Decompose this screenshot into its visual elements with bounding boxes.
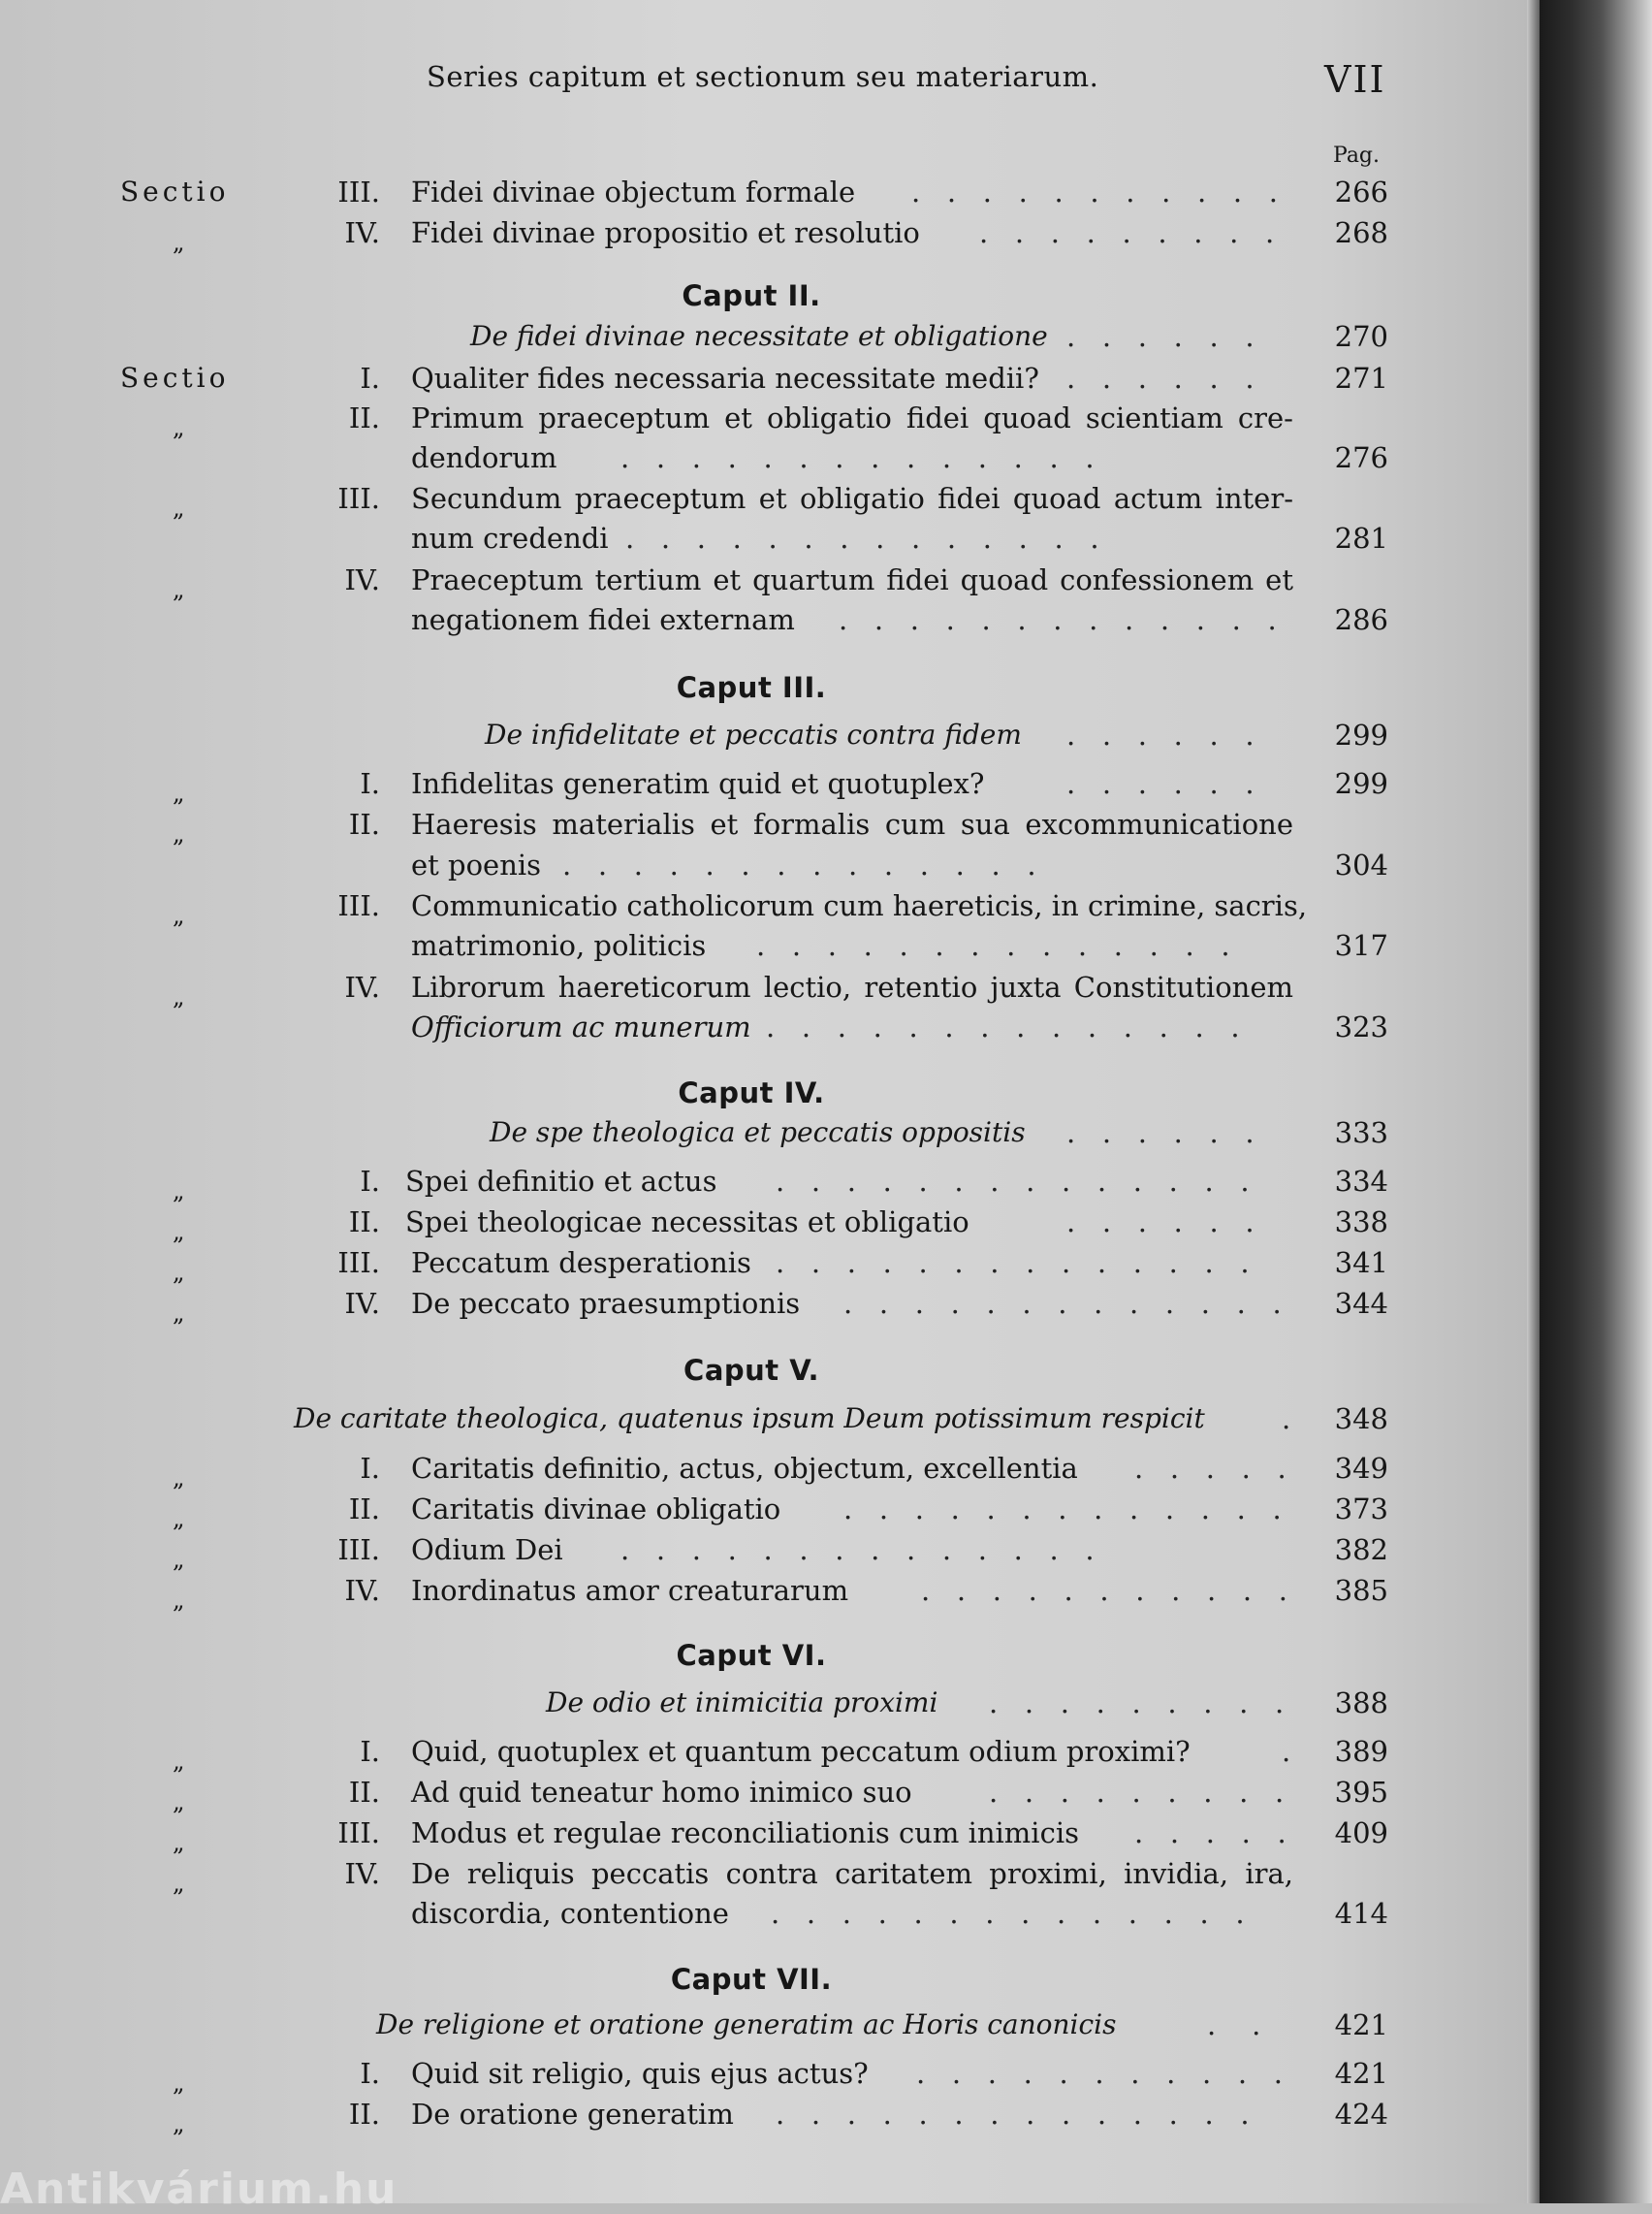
chapter-subtitle-row bbox=[0, 716, 1551, 754]
entry-page: 338 bbox=[1334, 1205, 1388, 1238]
ditto-mark: „ bbox=[173, 1870, 185, 1897]
leader-dots: . . . . . bbox=[1134, 1816, 1287, 1849]
chapter-subtitle: De spe theologica et peccatis oppositis bbox=[490, 1116, 1026, 1148]
chapter-subtitle: De religione et oratione generatim ac Horis canonicis bbox=[376, 2008, 1117, 2040]
entry-page: 341 bbox=[1334, 1246, 1388, 1279]
toc-entry bbox=[0, 1449, 1551, 1492]
ditto-mark: „ bbox=[173, 1788, 185, 1815]
entry-title: Odium Dei bbox=[411, 1533, 563, 1566]
chapter-heading: Caput VI. bbox=[676, 1639, 827, 1672]
chapter-subtitle: De odio et inimicitia proximi bbox=[546, 1686, 938, 1718]
entry-numeral: II. bbox=[348, 808, 380, 841]
entry-title: Peccatum desperationis bbox=[411, 1246, 751, 1279]
chapter-subtitle-row bbox=[0, 2005, 1551, 2044]
ditto-mark: „ bbox=[173, 229, 185, 256]
toc-entry bbox=[0, 213, 1551, 256]
chapter-subtitle-row bbox=[0, 317, 1551, 356]
entry-page: 421 bbox=[1334, 2057, 1388, 2090]
sectio-label: Sectio bbox=[120, 362, 230, 394]
toc-entry bbox=[0, 479, 1551, 522]
entry-page: 414 bbox=[1334, 1897, 1388, 1930]
toc-entry-continuation bbox=[0, 519, 1551, 558]
entry-numeral: III. bbox=[337, 482, 380, 515]
ditto-mark: „ bbox=[173, 1218, 185, 1245]
chapter-subtitle-row bbox=[0, 1399, 1551, 1438]
chapter-heading: Caput III. bbox=[676, 671, 827, 704]
toc-entry bbox=[0, 561, 1551, 603]
ditto-mark: „ bbox=[173, 414, 185, 441]
entry-page: 421 bbox=[1334, 2008, 1388, 2041]
chapter-heading: Caput II. bbox=[682, 279, 821, 312]
toc-entry bbox=[0, 2095, 1551, 2137]
entry-numeral: I. bbox=[360, 767, 380, 800]
entry-title: Inordinatus amor creaturarum bbox=[411, 1574, 849, 1607]
ditto-mark: „ bbox=[173, 1259, 185, 1286]
toc-entry-continuation bbox=[0, 926, 1551, 965]
ditto-mark: „ bbox=[173, 820, 185, 848]
entry-numeral: I. bbox=[360, 1165, 380, 1198]
leader-dots: . . . . . . bbox=[1066, 719, 1255, 752]
leader-dots: . . bbox=[1207, 2008, 1261, 2041]
chapter-heading: Caput VII. bbox=[670, 1963, 833, 1996]
entry-title-continued: discordia, contentione bbox=[411, 1897, 729, 1930]
entry-title: Fidei divinae propositio et resolutio bbox=[411, 216, 920, 249]
ditto-mark: „ bbox=[173, 1748, 185, 1775]
toc-entry bbox=[0, 1854, 1551, 1897]
entry-page: 424 bbox=[1334, 2098, 1388, 2131]
entry-numeral: I. bbox=[360, 1452, 380, 1485]
toc-entry bbox=[0, 359, 1551, 398]
leader-dots: . . . . . . bbox=[1066, 320, 1255, 353]
entry-page: 281 bbox=[1334, 522, 1388, 555]
entry-numeral: IV. bbox=[344, 1857, 380, 1890]
ditto-mark: „ bbox=[173, 1587, 185, 1614]
entry-numeral: I. bbox=[360, 1735, 380, 1768]
entry-page: 276 bbox=[1334, 441, 1388, 474]
toc-entry bbox=[0, 2054, 1551, 2097]
entry-numeral: IV. bbox=[344, 971, 380, 1004]
entry-page: 268 bbox=[1334, 216, 1388, 249]
entry-numeral: III. bbox=[337, 1816, 380, 1849]
entry-title: De reliquis peccatis contra caritatem proximi, invidia, ira, bbox=[411, 1857, 1293, 1890]
leader-dots: . . . . . . . . . . . . . . bbox=[562, 849, 1036, 882]
entry-page: 304 bbox=[1334, 849, 1388, 882]
leader-dots: . . . . . . . . . . . bbox=[921, 1574, 1287, 1607]
entry-title-continued: num credendi bbox=[411, 522, 609, 555]
entry-page: 333 bbox=[1334, 1116, 1388, 1149]
toc-entry-continuation bbox=[0, 600, 1551, 639]
sectio-label: Sectio bbox=[120, 176, 230, 208]
entry-title: Praeceptum tertium et quartum fidei quoad confessionem et bbox=[411, 563, 1293, 596]
entry-page: 409 bbox=[1334, 1816, 1388, 1849]
toc-entry bbox=[0, 399, 1551, 441]
entry-page: 323 bbox=[1334, 1011, 1388, 1043]
entry-title: Primum praeceptum et obligatio fidei quoad scientiam cre- bbox=[411, 401, 1293, 434]
entry-numeral: I. bbox=[360, 362, 380, 395]
toc-entry bbox=[0, 886, 1551, 929]
chapter-subtitle: De infidelitate et peccatis contra fidem bbox=[485, 719, 1022, 751]
entry-title: Quid, quotuplex et quantum peccatum odium proximi? bbox=[411, 1735, 1191, 1768]
entry-title-continued: et poenis bbox=[411, 849, 542, 882]
entry-page: 266 bbox=[1334, 176, 1388, 209]
toc-entry-continuation bbox=[0, 1894, 1551, 1933]
entry-page: 344 bbox=[1334, 1287, 1388, 1320]
toc-entry bbox=[0, 764, 1551, 807]
page-folio: VII bbox=[1324, 58, 1386, 101]
entry-page: 299 bbox=[1334, 719, 1388, 752]
entry-numeral: III. bbox=[337, 1533, 380, 1566]
toc-entry bbox=[0, 1773, 1551, 1815]
ditto-mark: „ bbox=[173, 576, 185, 603]
leader-dots: . . . . . . . . . . . . . . bbox=[771, 1897, 1245, 1930]
entry-title-continued: dendorum bbox=[411, 441, 557, 474]
ditto-mark: „ bbox=[173, 902, 185, 929]
entry-title: Spei theologicae necessitas et obligatio bbox=[405, 1205, 969, 1238]
leader-dots: . . . . . . bbox=[1066, 1205, 1255, 1238]
toc-entry bbox=[0, 1203, 1551, 1245]
entry-numeral: III. bbox=[337, 1246, 380, 1279]
pag-label: Pag. bbox=[1333, 144, 1381, 168]
toc-entry bbox=[0, 1530, 1551, 1573]
entry-page: 348 bbox=[1334, 1402, 1388, 1435]
entry-page: 271 bbox=[1334, 362, 1388, 395]
entry-title: Qualiter fides necessaria necessitate medii? bbox=[411, 362, 1039, 395]
entry-title: Communicatio catholicorum cum haereticis, in crimine, sacris, bbox=[411, 889, 1308, 922]
chapter-subtitle-row bbox=[0, 1113, 1551, 1152]
entry-title-continued: Officiorum ac munerum bbox=[411, 1011, 751, 1043]
entry-title: Infidelitas generatim quid et quotuplex? bbox=[411, 767, 985, 800]
ditto-mark: „ bbox=[173, 1829, 185, 1856]
entry-title: Modus et regulae reconciliationis cum inimicis bbox=[411, 1816, 1079, 1849]
leader-dots: . . . . . . . . . . . . . bbox=[843, 1492, 1282, 1525]
entry-numeral: II. bbox=[348, 1492, 380, 1525]
entry-numeral: IV. bbox=[344, 1287, 380, 1320]
ditto-mark: „ bbox=[173, 2070, 185, 2097]
leader-dots: . . . . . . . . . . . . . . bbox=[620, 1533, 1095, 1566]
leader-dots: . . . . . . . . . . . . . bbox=[843, 1287, 1282, 1320]
toc-entry bbox=[0, 173, 1551, 211]
leader-dots: . . . . . bbox=[1134, 1452, 1287, 1485]
leader-dots: . . . . . . bbox=[1066, 767, 1255, 800]
toc-entry bbox=[0, 805, 1551, 848]
toc-entry bbox=[0, 1243, 1551, 1286]
entry-numeral: II. bbox=[348, 1776, 380, 1809]
leader-dots: . . . . . . . . . bbox=[989, 1776, 1285, 1809]
ditto-mark: „ bbox=[173, 1505, 185, 1532]
entry-numeral: IV. bbox=[344, 563, 380, 596]
leader-dots: . . . . . . . . . bbox=[989, 1686, 1285, 1719]
entry-title: Librorum haereticorum lectio, retentio juxta Constitutionem bbox=[411, 971, 1293, 1004]
leader-dots: . . . . . . bbox=[1066, 1116, 1255, 1149]
toc-entry bbox=[0, 1732, 1551, 1775]
leader-dots: . . . . . . . . . . . bbox=[911, 176, 1278, 209]
ditto-mark: „ bbox=[173, 780, 185, 807]
entry-numeral: II. bbox=[348, 401, 380, 434]
toc-entry bbox=[0, 1571, 1551, 1614]
ditto-mark: „ bbox=[173, 495, 185, 522]
leader-dots: . . . . . . . . . . . . . . bbox=[756, 929, 1230, 962]
leader-dots: . . . . . . . . . . . . . . bbox=[620, 441, 1095, 474]
leader-dots: . . . . . . . . . . . . . bbox=[839, 603, 1277, 636]
entry-title: Caritatis divinae obligatio bbox=[411, 1492, 781, 1525]
entry-page: 373 bbox=[1334, 1492, 1388, 1525]
entry-page: 349 bbox=[1334, 1452, 1388, 1485]
entry-title: Fidei divinae objectum formale bbox=[411, 176, 856, 209]
leader-dots: . . . . . . . . . . . . . . bbox=[776, 1165, 1250, 1198]
entry-numeral: I. bbox=[360, 2057, 380, 2090]
toc-entry-continuation bbox=[0, 1008, 1551, 1046]
entry-title: Ad quid teneatur homo inimico suo bbox=[411, 1776, 912, 1809]
entry-title-continued: matrimonio, politicis bbox=[411, 929, 707, 962]
ditto-mark: „ bbox=[173, 1300, 185, 1327]
entry-title: Secundum praeceptum et obligatio fidei quoad actum inter- bbox=[411, 482, 1293, 515]
running-title: Series capitum et sectionum seu materiarum. bbox=[427, 60, 1099, 93]
ditto-mark: „ bbox=[173, 1177, 185, 1204]
entry-page: 388 bbox=[1334, 1686, 1388, 1719]
entry-page: 317 bbox=[1334, 929, 1388, 962]
chapter-subtitle: De caritate theologica, quatenus ipsum Deum potissimum respicit bbox=[294, 1402, 1205, 1434]
ditto-mark: „ bbox=[173, 1546, 185, 1573]
entry-page: 382 bbox=[1334, 1533, 1388, 1566]
chapter-subtitle-row bbox=[0, 1684, 1551, 1722]
entry-page: 389 bbox=[1334, 1735, 1388, 1768]
toc-entry-continuation bbox=[0, 846, 1551, 884]
entry-title: De peccato praesumptionis bbox=[411, 1287, 801, 1320]
entry-title: Haeresis materialis et formalis cum sua excommunicatione bbox=[411, 808, 1293, 841]
entry-numeral: II. bbox=[348, 2098, 380, 2131]
entry-page: 299 bbox=[1334, 767, 1388, 800]
chapter-subtitle: De fidei divinae necessitate et obligatione bbox=[470, 320, 1048, 352]
entry-title-continued: negationem fidei externam bbox=[411, 603, 795, 636]
toc-entry-continuation bbox=[0, 438, 1551, 477]
entry-page: 334 bbox=[1334, 1165, 1388, 1198]
leader-dots: . . . . . . . . . . . . . . bbox=[776, 1246, 1250, 1279]
ditto-mark: „ bbox=[173, 983, 185, 1011]
ditto-mark: „ bbox=[173, 1464, 185, 1492]
toc-entry bbox=[0, 1162, 1551, 1204]
entry-page: 395 bbox=[1334, 1776, 1388, 1809]
leader-dots: . . . . . . . . . . . . . . bbox=[766, 1011, 1240, 1043]
leader-dots: . . . . . . . . . bbox=[979, 216, 1275, 249]
entry-numeral: III. bbox=[337, 889, 380, 922]
toc-entry bbox=[0, 1813, 1551, 1856]
entry-page: 385 bbox=[1334, 1574, 1388, 1607]
leader-dots: . . . . . . . . . . . . . . bbox=[776, 2098, 1250, 2131]
toc-entry bbox=[0, 1490, 1551, 1532]
entry-title: Caritatis definitio, actus, objectum, excellentia bbox=[411, 1452, 1078, 1485]
chapter-heading: Caput V. bbox=[683, 1354, 819, 1387]
leader-dots: . . . . . . bbox=[1066, 362, 1255, 395]
toc-entry bbox=[0, 1284, 1551, 1327]
toc-entry bbox=[0, 968, 1551, 1011]
book-spine bbox=[1540, 0, 1652, 2203]
ditto-mark: „ bbox=[173, 2110, 185, 2137]
entry-page: 270 bbox=[1334, 320, 1388, 353]
entry-numeral: IV. bbox=[344, 1574, 380, 1607]
leader-dots: . . . . . . . . . . . . . . bbox=[625, 522, 1099, 555]
chapter-heading: Caput IV. bbox=[678, 1076, 825, 1109]
watermark: Antikvárium.hu bbox=[0, 2165, 398, 2214]
leader-dots: . bbox=[1282, 1735, 1291, 1768]
entry-numeral: III. bbox=[337, 176, 380, 209]
entry-numeral: II. bbox=[348, 1205, 380, 1238]
leader-dots: . bbox=[1282, 1402, 1291, 1435]
entry-numeral: IV. bbox=[344, 216, 380, 249]
leader-dots: . . . . . . . . . . . bbox=[916, 2057, 1283, 2090]
entry-page: 286 bbox=[1334, 603, 1388, 636]
entry-title: Spei definitio et actus bbox=[405, 1165, 717, 1198]
entry-title: Quid sit religio, quis ejus actus? bbox=[411, 2057, 869, 2090]
entry-title: De oratione generatim bbox=[411, 2098, 734, 2131]
